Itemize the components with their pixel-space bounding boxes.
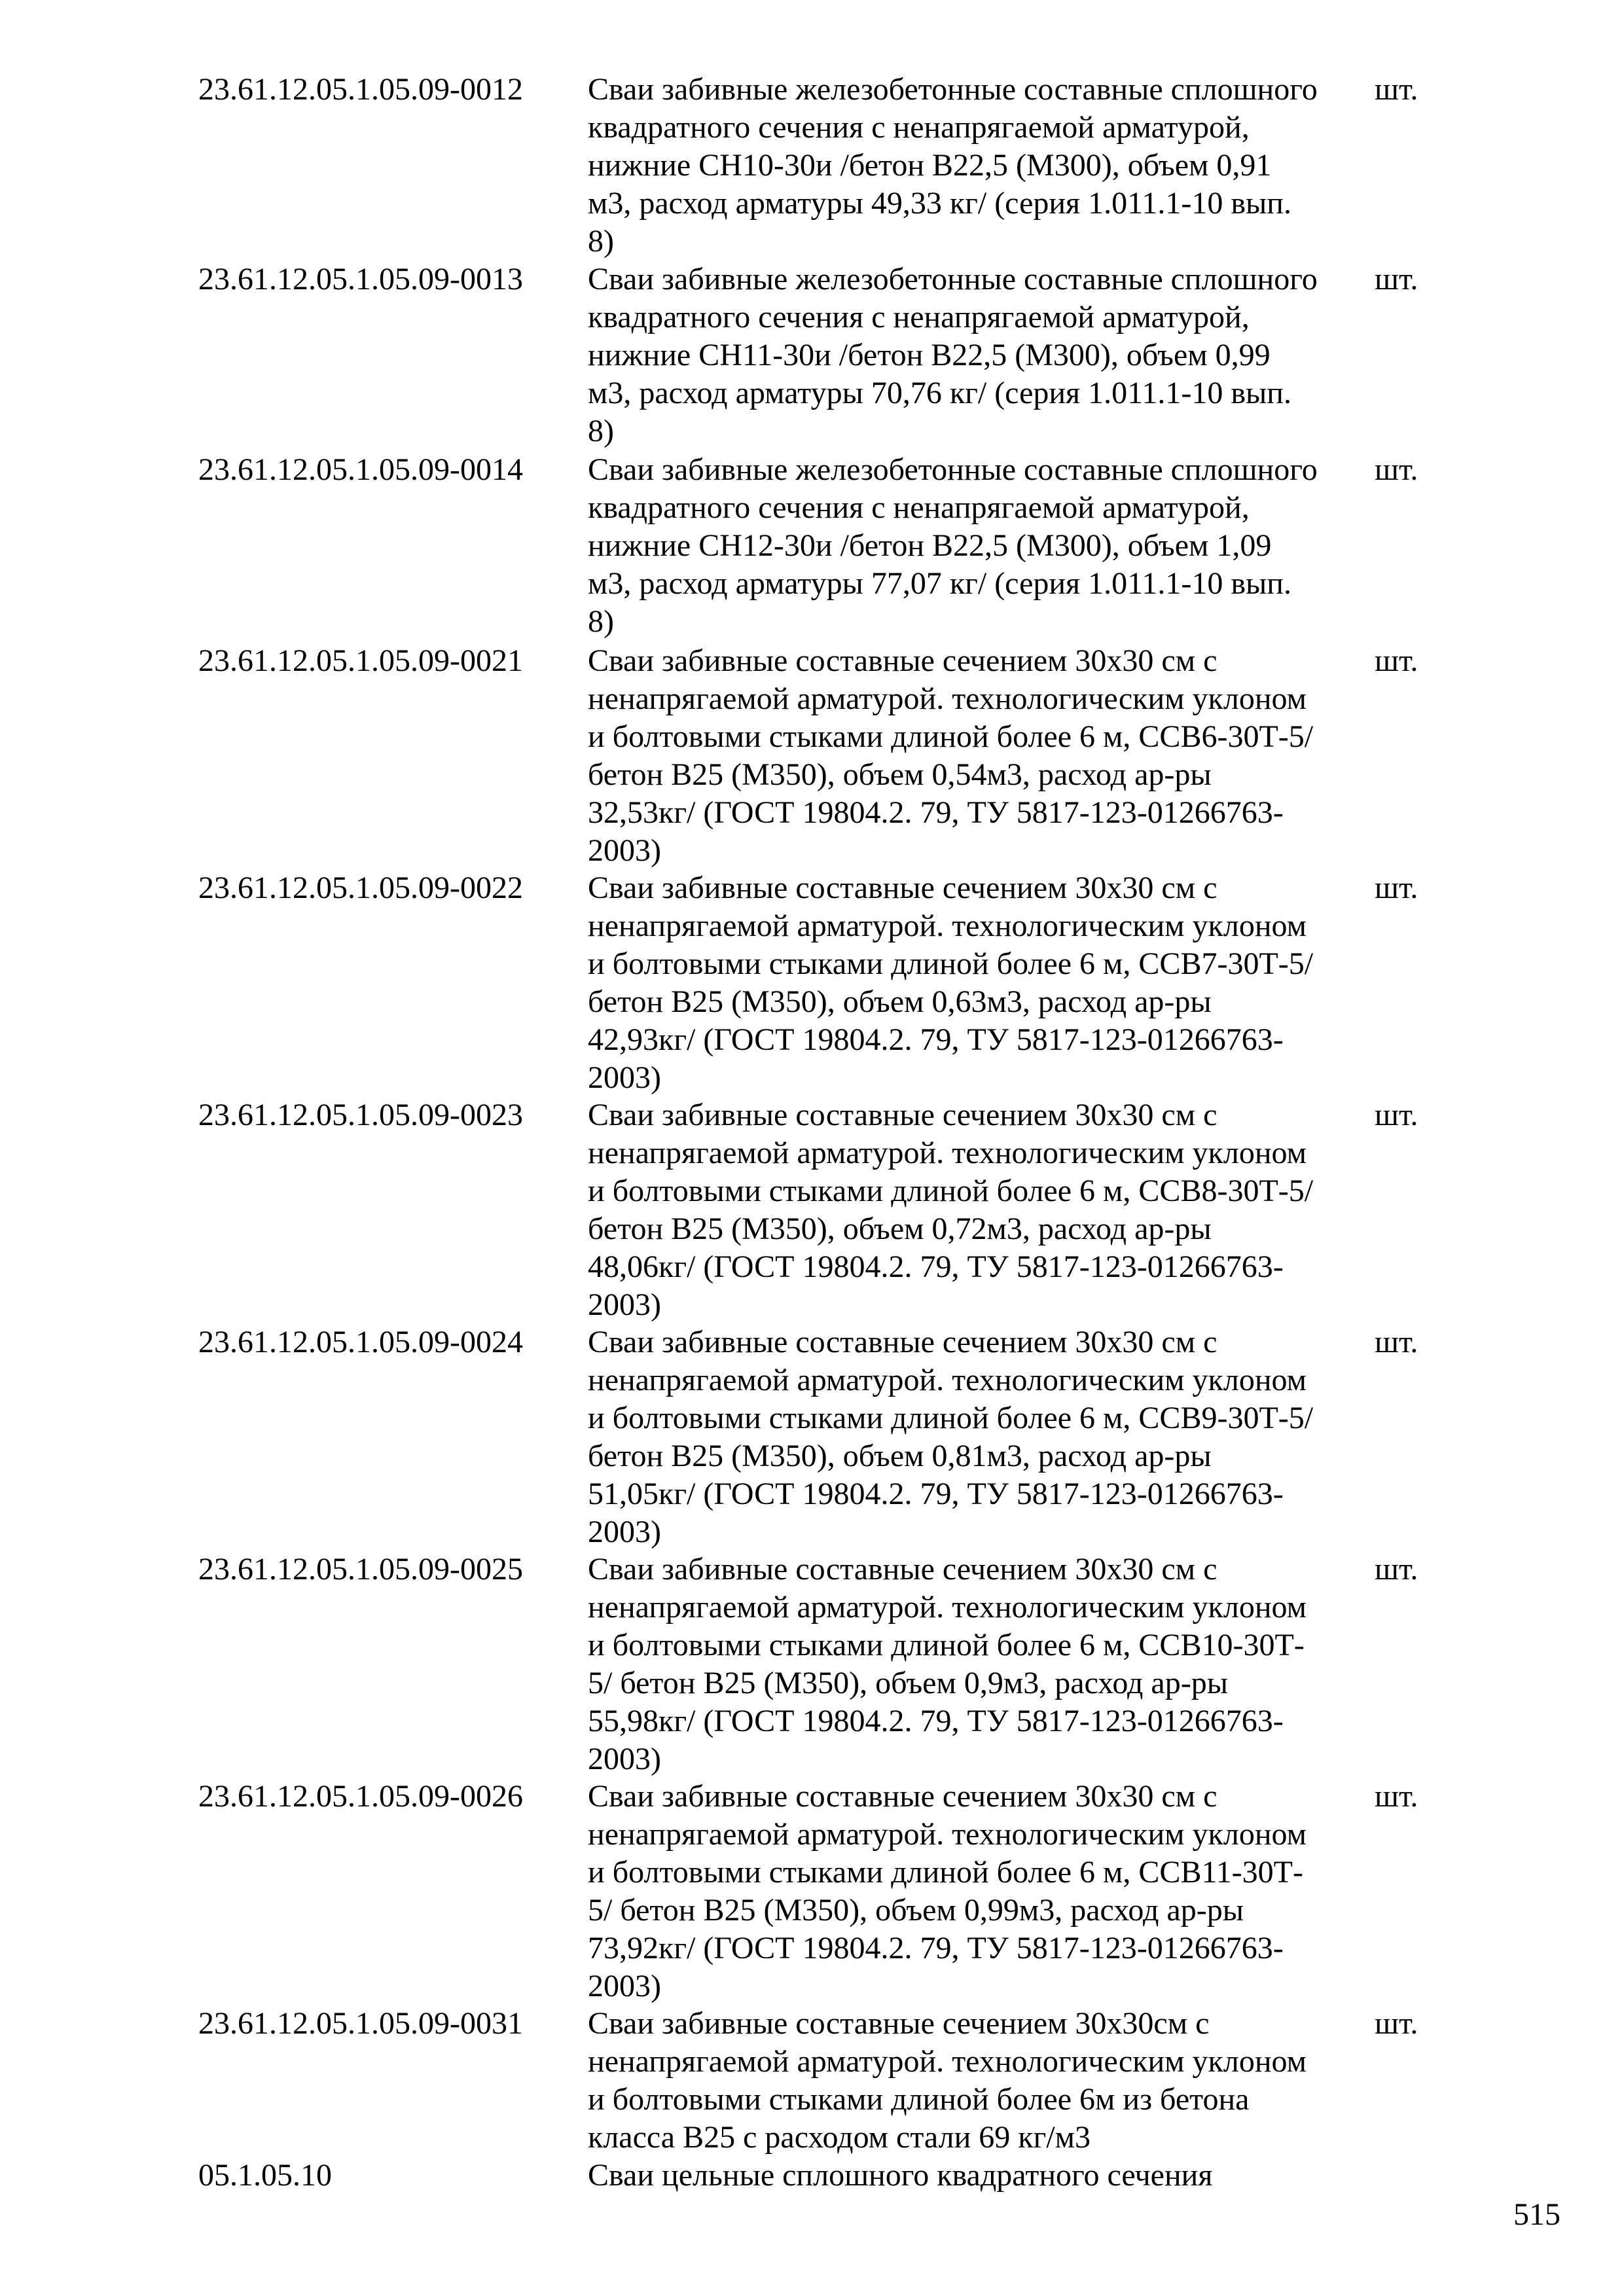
description-line: квадратного сечения с ненапрягаемой арматурой,: [588, 490, 1250, 525]
description-line: Сваи забивные железобетонные составные сплошного: [588, 72, 1318, 107]
description-line: нижние СН11-30и /бетон В22,5 (М300), объем 0,99: [588, 338, 1271, 372]
description-line: м3, расход арматуры 49,33 кг/ (серия 1.011.1-10 вып.: [588, 186, 1291, 221]
description-line: нижние СН10-30и /бетон В22,5 (М300), объем 0,91: [588, 148, 1272, 183]
description-line: ненапрягаемой арматурой. технологическим уклоном: [588, 681, 1307, 716]
description-line: 73,92кг/ (ГОСТ 19804.2. 79, ТУ 5817-123-01266763-: [588, 1931, 1284, 1965]
description-line: м3, расход арматуры 77,07 кг/ (серия 1.011.1-10 вып.: [588, 566, 1291, 601]
description-line: 8): [588, 414, 614, 448]
description-line: и болтовыми стыками длиной более 6 м, ССВ7-30Т-5/: [588, 946, 1314, 981]
description-line: бетон В25 (М350), объем 0,63м3, расход ар-ры: [588, 984, 1212, 1019]
resource-description: [588, 2005, 1307, 2157]
description-line: и болтовыми стыками длиной более 6м из бетона: [588, 2082, 1250, 2117]
description-line: ненапрягаемой арматурой. технологическим уклоном: [588, 1817, 1307, 1852]
description-line: и болтовыми стыками длиной более 6 м, ССВ6-30Т-5/: [588, 719, 1314, 754]
description-line: и болтовыми стыками длиной более 6 м, ССВ8-30Т-5/: [588, 1174, 1314, 1208]
description-line: Сваи забивные составные сечением 30х30 см с: [588, 1098, 1218, 1132]
description-line: ненапрягаемой арматурой. технологическим уклоном: [588, 908, 1307, 943]
resource-description: [588, 71, 1318, 260]
unit-of-measure: шт.: [1375, 1098, 1418, 1132]
description-line: 32,53кг/ (ГОСТ 19804.2. 79, ТУ 5817-123-01266763-: [588, 795, 1284, 830]
description-line: 51,05кг/ (ГОСТ 19804.2. 79, ТУ 5817-123-01266763-: [588, 1477, 1284, 1511]
resource-code: 05.1.05.10: [198, 2158, 332, 2193]
resource-code: 23.61.12.05.1.05.09-0031: [198, 2006, 523, 2041]
resource-code: 23.61.12.05.1.05.09-0021: [198, 643, 523, 678]
description-line: класса В25 с расходом стали 69 кг/м3: [588, 2120, 1091, 2155]
description-line: м3, расход арматуры 70,76 кг/ (серия 1.011.1-10 вып.: [588, 376, 1291, 410]
unit-of-measure: шт.: [1375, 1325, 1418, 1359]
resource-description: [588, 642, 1313, 870]
description-line: Сваи забивные железобетонные составные сплошного: [588, 452, 1318, 487]
description-line: квадратного сечения с ненапрягаемой арматурой,: [588, 110, 1250, 145]
resource-code: 23.61.12.05.1.05.09-0022: [198, 870, 523, 905]
unit-of-measure: шт.: [1375, 72, 1418, 107]
description-line: ненапрягаемой арматурой. технологическим уклоном: [588, 1136, 1307, 1170]
description-line: Сваи забивные составные сечением 30х30 см с: [588, 1779, 1218, 1814]
description-line: 5/ бетон В25 (М350), объем 0,9м3, расход ар-ры: [588, 1666, 1228, 1700]
unit-of-measure: шт.: [1375, 262, 1418, 296]
unit-of-measure: шт.: [1375, 1779, 1418, 1814]
description-line: и болтовыми стыками длиной более 6 м, ССВ11-30Т-: [588, 1855, 1303, 1890]
resource-description: [588, 260, 1318, 450]
description-line: Сваи цельные сплошного квадратного сечения: [588, 2158, 1213, 2193]
description-line: Сваи забивные составные сечением 30х30 см с: [588, 870, 1218, 905]
description-line: 2003): [588, 1742, 661, 1776]
description-line: 2003): [588, 1287, 661, 1322]
description-line: 2003): [588, 1060, 661, 1095]
description-line: нижние СН12-30и /бетон В22,5 (М300), объем 1,09: [588, 528, 1272, 563]
page-number: 515: [1513, 2197, 1561, 2232]
resource-code: 23.61.12.05.1.05.09-0026: [198, 1779, 523, 1814]
description-line: ненапрягаемой арматурой. технологическим уклоном: [588, 1363, 1307, 1397]
description-line: 48,06кг/ (ГОСТ 19804.2. 79, ТУ 5817-123-01266763-: [588, 1249, 1284, 1284]
description-line: 55,98кг/ (ГОСТ 19804.2. 79, ТУ 5817-123-01266763-: [588, 1704, 1284, 1738]
description-line: 5/ бетон В25 (М350), объем 0,99м3, расход ар-ры: [588, 1893, 1244, 1928]
unit-of-measure: шт.: [1375, 870, 1418, 905]
resource-code: 23.61.12.05.1.05.09-0013: [198, 262, 523, 296]
description-line: 2003): [588, 833, 661, 868]
resource-description: [588, 451, 1318, 641]
description-line: бетон В25 (М350), объем 0,54м3, расход ар-ры: [588, 757, 1212, 792]
resource-description: [588, 1778, 1307, 2005]
resource-code: 23.61.12.05.1.05.09-0023: [198, 1098, 523, 1132]
resource-description: [588, 1323, 1313, 1551]
description-line: бетон В25 (М350), объем 0,72м3, расход ар-ры: [588, 1211, 1212, 1246]
description-line: 2003): [588, 1515, 661, 1549]
resource-description: [588, 1096, 1313, 1324]
resource-code: 23.61.12.05.1.05.09-0025: [198, 1552, 523, 1587]
description-line: 42,93кг/ (ГОСТ 19804.2. 79, ТУ 5817-123-01266763-: [588, 1022, 1284, 1057]
resource-description: [588, 2157, 1212, 2195]
description-line: Сваи забивные составные сечением 30х30 см с: [588, 1325, 1218, 1359]
resource-code: 23.61.12.05.1.05.09-0012: [198, 72, 523, 107]
unit-of-measure: шт.: [1375, 1552, 1418, 1587]
description-line: бетон В25 (М350), объем 0,81м3, расход ар-ры: [588, 1439, 1212, 1473]
description-line: квадратного сечения с ненапрягаемой арматурой,: [588, 300, 1250, 334]
description-line: и болтовыми стыками длиной более 6 м, ССВ10-30Т-: [588, 1628, 1305, 1662]
resource-description: [588, 869, 1313, 1097]
unit-of-measure: шт.: [1375, 452, 1418, 487]
description-line: 2003): [588, 1969, 661, 2003]
unit-of-measure: шт.: [1375, 2006, 1418, 2041]
description-line: ненапрягаемой арматурой. технологическим уклоном: [588, 2044, 1307, 2079]
description-line: и болтовыми стыками длиной более 6 м, ССВ9-30Т-5/: [588, 1401, 1314, 1435]
resource-description: [588, 1551, 1307, 1778]
description-line: 8): [588, 604, 614, 639]
description-line: 8): [588, 224, 614, 259]
unit-of-measure: шт.: [1375, 643, 1418, 678]
description-line: Сваи забивные составные сечением 30х30см с: [588, 2006, 1210, 2041]
resource-code: 23.61.12.05.1.05.09-0014: [198, 452, 523, 487]
description-line: ненапрягаемой арматурой. технологическим уклоном: [588, 1590, 1307, 1624]
resource-code: 23.61.12.05.1.05.09-0024: [198, 1325, 523, 1359]
description-line: Сваи забивные составные сечением 30х30 см с: [588, 643, 1218, 678]
description-line: Сваи забивные железобетонные составные сплошного: [588, 262, 1318, 296]
description-line: Сваи забивные составные сечением 30х30 см с: [588, 1552, 1218, 1587]
